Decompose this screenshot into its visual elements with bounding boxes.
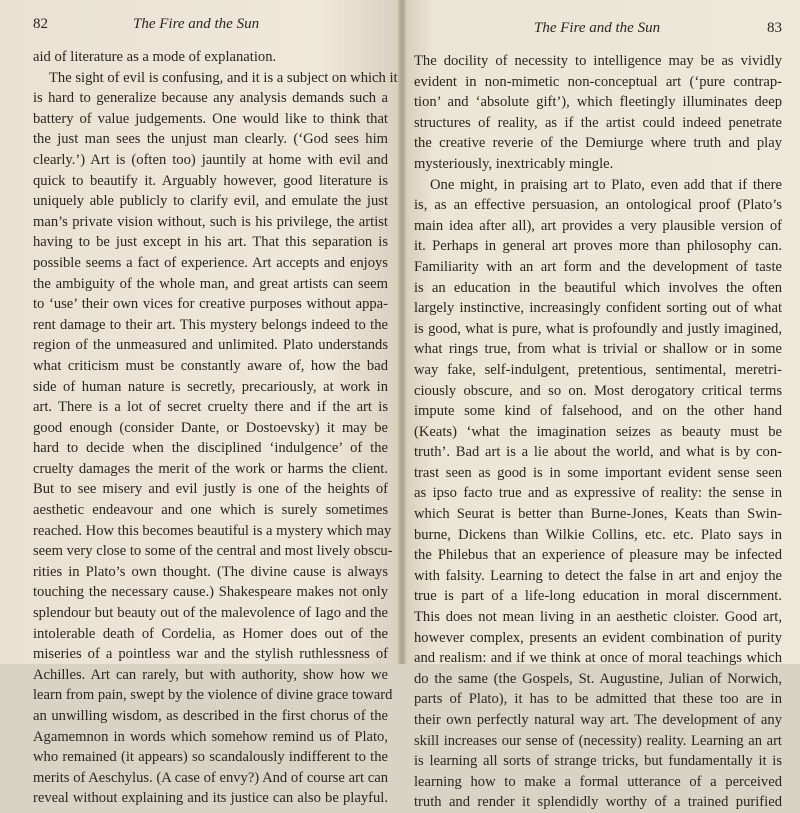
left-page [0, 0, 402, 807]
text-line: merits of Aeschylus. (A case of envy?) And of course art can [33, 769, 388, 786]
text-line: (Keats) ‘what the imagination seizes as beauty must be [414, 423, 782, 440]
right-page-number: 83 [767, 20, 782, 36]
text-line: seem very close to some of the central and most lively obscu- [33, 543, 393, 560]
text-line: what rings true, from what is trivial or shallow or in some [414, 341, 782, 358]
text-line: battery of value judgements. One would like to think that [33, 110, 388, 127]
text-line: structures of reality, as if the artist could indeed penetrate [414, 114, 782, 131]
text-line: splendour but beauty out of the malevolence of Iago and the [33, 605, 388, 622]
text-line: truth and render it splendidly worthy of a trained purified [414, 794, 782, 811]
text-line: This does not mean living in an aesthetic cloister. Good art, [414, 609, 782, 626]
text-line: way fake, self-indulgent, pretentious, sentimental, meretri- [414, 361, 782, 378]
text-line: man’s private vision without, such is his privilege, the artist [33, 213, 388, 230]
text-line: Achilles. Art can rarely, but with authority, show how we [33, 666, 388, 683]
text-line: cruelty damages the merit of the work or harms the client. [33, 460, 388, 477]
text-line: hard to decide when the disciplined ‘indulgence’ of the [33, 440, 388, 457]
right-page-header [414, 14, 782, 38]
text-line: the creative reverie of the Demiurge where truth and play [414, 135, 782, 152]
text-line: reveal without explaining and its justice can also be playful. [33, 790, 388, 807]
text-line: touching the necessary cause.) Shakespeare makes not only [33, 584, 388, 601]
text-line: is, as an effective persuasion, an ontological proof (Plato’s [414, 197, 782, 214]
text-line: quick to beautify it. Arguably however, good literature is [33, 172, 388, 189]
text-line: do the same (the Gospels, St. Augustine, Julian of Norwich, [414, 670, 782, 687]
text-line: true is part of a life-long education in moral discernment. [414, 588, 782, 605]
text-line: impute some kind of falsehood, and on the other hand [414, 403, 782, 420]
text-line: reached. How this becomes beautiful is a mystery which may [33, 522, 392, 539]
text-line: ciously obscure, and so on. Most derogatory critical terms [414, 382, 782, 399]
text-line: the ambiguity of the whole man, and great artists can seem [33, 275, 388, 292]
text-line: with falsity. Learning to detect the false in art and enjoy the [414, 567, 782, 584]
left-page-number: 82 [33, 16, 48, 32]
text-line: main idea after all), art provides a very plausible version of [414, 217, 782, 234]
text-line: it. Perhaps in general art proves more than philosophy can. [414, 238, 782, 255]
left-page-text [33, 47, 398, 809]
text-line: The sight of evil is confusing, and it is a subject on which it [49, 69, 398, 86]
text-line: possible seems a fact of experience. Art accepts and enjoys [33, 254, 388, 271]
right-page [402, 0, 800, 811]
text-line: their own perfectly natural way art. The development of any [414, 712, 782, 728]
text-line: rent damage to their art. This mystery belongs indeed to the [33, 316, 388, 333]
text-line: burne, Dickens than Wilkie Collins, etc. etc. Plato says in [414, 526, 782, 543]
text-line: truth’. Bad art is a lie about the world, and what is by con- [414, 444, 782, 461]
text-line: to ‘use’ their own vices for creative purposes without appa- [33, 296, 388, 313]
text-line: Agamemnon in words which somehow remind us of Plato, [33, 728, 388, 745]
text-line: which Seurat is better than Burne-Jones, Keats than Swin- [414, 506, 782, 523]
text-line: rities in Plato’s own thought. (The divine cause is always [33, 563, 388, 580]
text-line: side of human nature is secretly, precariously, at work in [33, 378, 388, 395]
text-line: learning how to make a formal utterance of a perceived [414, 773, 782, 790]
text-line: One might, in praising art to Plato, even add that if there [430, 176, 782, 193]
text-line: what criticism must be constantly aware of, how the bad [33, 357, 388, 374]
left-running-head: The Fire and the Sun [133, 16, 260, 32]
text-line: evident in non-mimetic non-conceptual art (‘pure contrap- [414, 73, 782, 90]
text-line: intolerable death of Cordelia, as Homer does out of the [33, 625, 388, 642]
book-gutter [398, 0, 406, 664]
text-line: The docility of necessity to intelligence may be as vividly [414, 53, 782, 69]
text-line: having to be just except in his art. That this separation is [33, 234, 388, 251]
right-running-head: The Fire and the Sun [534, 20, 661, 36]
right-page-text [414, 51, 782, 813]
text-line: however complex, presents an evident combination of purity [414, 629, 782, 646]
text-line: uniquely able publicly to clarify evil, and emulate the just [33, 193, 388, 210]
text-line: is learning all sorts of strange tricks, but fundamentally it is [414, 753, 782, 770]
text-line: art. There is a lot of secret cruelty there and if the art is [33, 399, 388, 416]
left-page-header [33, 14, 388, 38]
text-line: the Philebus that an experience of pleasure may be infected [414, 547, 782, 564]
text-line: region of the unmeasured and unlimited. Plato understands [33, 337, 388, 354]
text-line: clearly.’) Art is (often too) jauntily at home with evil and [33, 151, 388, 168]
text-line: is an education in the beautiful which involves the often [414, 279, 782, 296]
text-line: is good, what is pure, what is profoundly and justly imagined, [414, 320, 782, 337]
text-line: the just man sees the unjust man clearly. (‘God sees him [33, 131, 388, 148]
text-line: tion’ and ‘absolute gift’), which fleetingly illuminates deep [414, 94, 782, 111]
text-line: skill increases our sense of (necessity) reality. Learning an art [414, 732, 782, 749]
text-line: But to see misery and evil justly is one of the heights of [33, 481, 388, 498]
text-line: aesthetic endeavour and one which is surely sometimes [33, 502, 388, 519]
text-line: an unwilling wisdom, as described in the first chorus of the [33, 708, 388, 724]
text-line: good enough (consider Dante, or Dostoevsky) it may be [33, 419, 388, 436]
text-line: parts of Plato), it has to be admitted that these too are in [414, 691, 782, 708]
text-line: trast seen as good is in some important evident sense seen [414, 464, 782, 481]
text-line: learn from pain, swept by the violence of divine grace toward [33, 687, 393, 704]
text-line: as ipso facto true and as expressive of reality: the sense in [414, 485, 782, 502]
text-line: and realism: and if we think at once of moral teachings which [414, 650, 782, 667]
text-line: aid of literature as a mode of explanation. [33, 49, 277, 65]
text-line: is hard to generalize because any analysis demands such a [33, 90, 388, 107]
text-line: who remained (it appears) so scandalously indifferent to the [33, 749, 388, 766]
text-line: mysteriously, inextricably mingle. [414, 155, 614, 172]
text-line: Familiarity with an art form and the development of taste [414, 258, 782, 275]
text-line: miseries of a pointless war and the stylish ruthlessness of [33, 646, 388, 663]
text-line: largely instinctive, increasingly confident sorting out of what [414, 300, 782, 317]
